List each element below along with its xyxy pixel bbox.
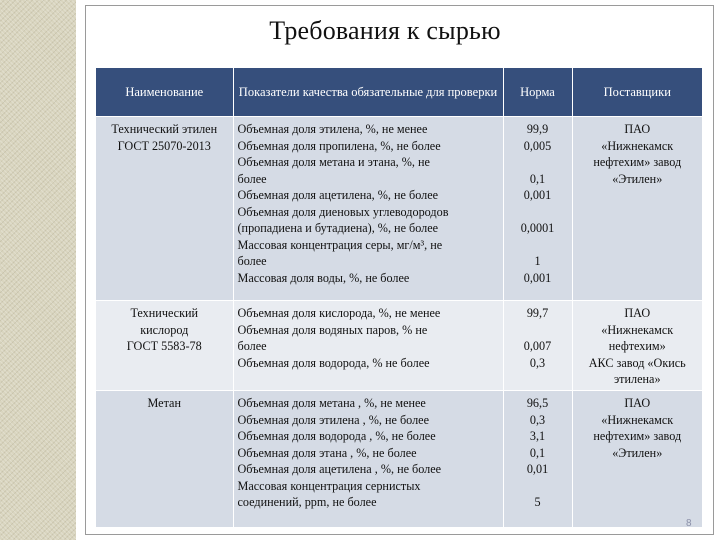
supplier-line: «Этилен»	[612, 171, 663, 186]
supplier-line: «Нижнекамск	[601, 412, 674, 427]
material-name-cell	[96, 391, 233, 527]
indicators-cell	[233, 301, 503, 391]
header-indicators: Показатели качества обязательные для проверки	[233, 68, 503, 117]
norm-line: 0,3	[529, 412, 546, 427]
indicators-line: Объемная доля пропилена, %, не более	[237, 138, 441, 153]
supplier-line: нефтехим» завод	[593, 429, 682, 443]
indicators-line: Объемная доля этилена, %, не менее	[237, 122, 428, 136]
norm-line	[508, 204, 568, 221]
table-header-row	[96, 68, 702, 117]
norm-cell	[503, 301, 572, 391]
material-name-line: ГОСТ 5583-78	[126, 339, 202, 353]
indicators-line: Объемная доля водорода , %, не более	[237, 429, 436, 443]
supplier-cell	[572, 391, 702, 527]
material-name-cell	[96, 117, 233, 301]
supplier-line: нефтехим» завод	[593, 155, 682, 169]
table-row	[96, 117, 702, 301]
norm-line	[508, 237, 568, 254]
header-norm: Норма	[503, 68, 572, 117]
norm-line: 1	[534, 254, 541, 268]
indicators-line: Объемная доля метана и этана, %, не	[237, 155, 430, 169]
supplier-line: ПАО	[624, 122, 651, 136]
material-name-line: Метан	[147, 396, 181, 410]
indicators-line: Объемная доля ацетилена, %, не более	[237, 188, 439, 202]
table-row	[96, 391, 702, 527]
supplier-line: «Нижнекамск	[601, 138, 674, 153]
header-name: Наименование	[96, 68, 233, 117]
indicators-line: более	[237, 254, 267, 268]
decorative-sidebar	[0, 0, 76, 540]
indicators-line: Объемная доля этана , %, не более	[237, 445, 417, 460]
indicators-line: Массовая концентрация сернистых	[237, 478, 421, 493]
norm-line	[508, 322, 568, 339]
material-name-line: Технический этилен	[111, 122, 218, 136]
table-row	[96, 301, 702, 391]
norm-cell	[503, 117, 572, 301]
requirements-table	[96, 68, 702, 527]
indicators-line: Объемная доля водорода, % не более	[237, 355, 430, 370]
indicators-line: Массовая концентрация серы, мг/м³, не	[237, 237, 443, 252]
norm-line	[508, 154, 568, 171]
material-name-line: Технический	[130, 306, 199, 320]
norm-line: 99,7	[526, 306, 549, 320]
supplier-line: нефтехим»	[608, 339, 666, 353]
norm-line: 0,007	[523, 339, 552, 353]
norm-line: 0,001	[523, 270, 552, 285]
supplier-line: этилена»	[613, 372, 661, 386]
indicators-cell	[233, 117, 503, 301]
indicators-line: Объемная доля метана , %, не менее	[237, 396, 426, 410]
norm-line: 0,0001	[520, 221, 555, 235]
indicators-line: Объемная доля диеновых углеводородов	[237, 204, 449, 219]
norm-line: 96,5	[526, 396, 549, 410]
indicators-line: Объемная доля кислорода, %, не менее	[237, 306, 441, 320]
indicators-cell	[233, 391, 503, 527]
indicators-line: соединений, ppm, не более	[237, 495, 377, 509]
material-name-line: ГОСТ 25070-2013	[117, 138, 211, 153]
page-number: 8	[686, 518, 692, 529]
supplier-line: «Нижнекамск	[601, 322, 674, 337]
norm-line: 0,1	[529, 171, 546, 186]
material-name-line: кислород	[140, 322, 189, 337]
indicators-line: (пропадиена и бутадиена), %, не более	[237, 221, 439, 235]
norm-line: 0,01	[526, 462, 549, 476]
supplier-line: АКС завод «Окись	[588, 355, 686, 370]
norm-line	[508, 478, 568, 495]
norm-line: 0,3	[529, 355, 546, 370]
slide-title: Требования к сырью	[269, 16, 501, 45]
supplier-line: «Этилен»	[612, 445, 663, 460]
norm-line: 5	[534, 495, 541, 509]
supplier-line: ПАО	[624, 306, 651, 320]
norm-line: 99,9	[526, 122, 549, 136]
norm-line: 3,1	[529, 429, 546, 443]
supplier-cell	[572, 117, 702, 301]
supplier-line: ПАО	[624, 396, 651, 410]
norm-line: 0,001	[523, 188, 552, 202]
indicators-line: Объемная доля этилена , %, не более	[237, 412, 429, 427]
indicators-line: более	[237, 339, 267, 353]
norm-line: 0,1	[529, 445, 546, 460]
supplier-cell	[572, 301, 702, 391]
indicators-line: Массовая доля воды, %, не более	[237, 270, 410, 285]
header-suppliers: Поставщики	[572, 68, 702, 117]
norm-cell	[503, 391, 572, 527]
norm-line: 0,005	[523, 138, 552, 153]
material-name-cell	[96, 301, 233, 391]
indicators-line: более	[237, 171, 267, 186]
indicators-line: Объемная доля ацетилена , %, не более	[237, 462, 442, 476]
indicators-line: Объемная доля водяных паров, % не	[237, 322, 428, 337]
